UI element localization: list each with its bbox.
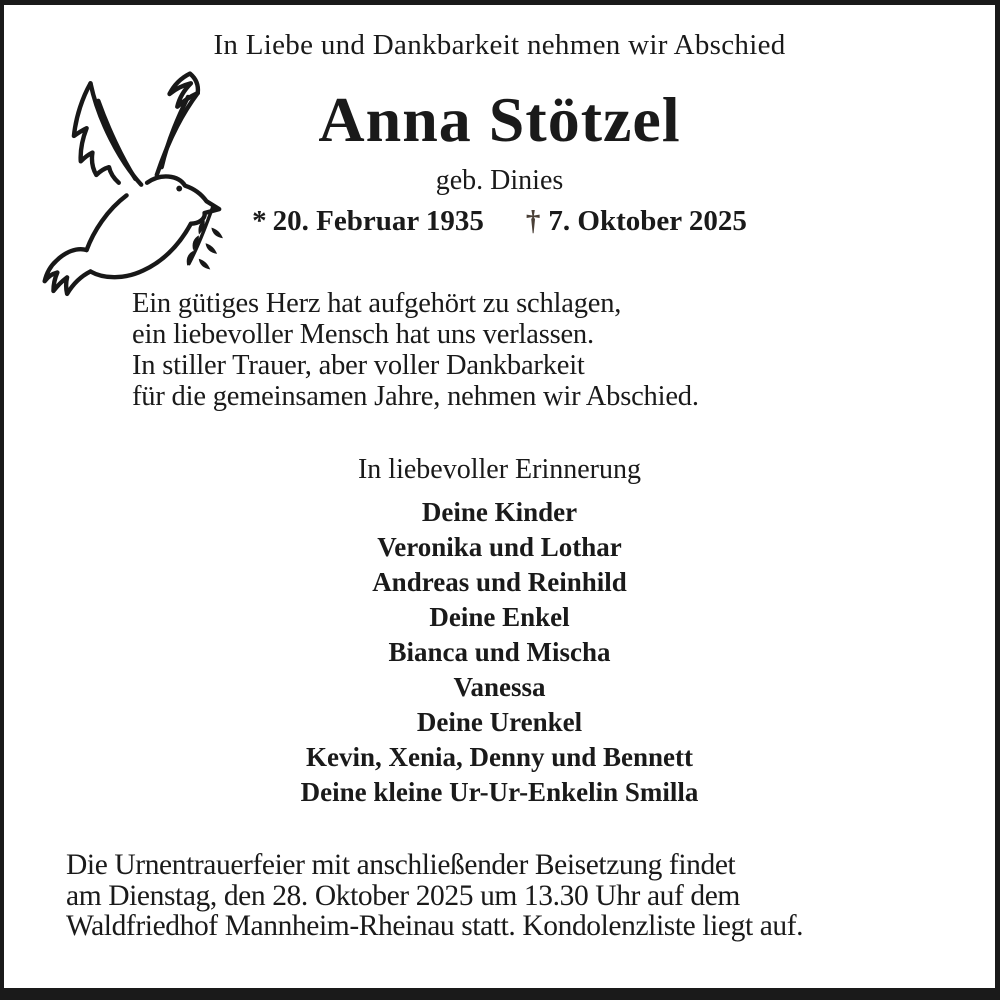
funeral-line: Die Urnentrauerfeier mit anschließender Beisetzung findet <box>66 849 736 882</box>
birth-symbol: * <box>252 205 267 238</box>
intro-line: In Liebe und Dankbarkeit nehmen wir Abschied <box>213 29 786 61</box>
birth-date: 20. Februar 1935 <box>272 205 484 238</box>
poem-line: In stiller Trauer, aber voller Dankbarkeit <box>132 350 585 382</box>
mourner-line: Deine Kinder <box>421 497 578 528</box>
death-cross-symbol: † <box>525 205 541 238</box>
poem-line: Ein gütiges Herz hat aufgehört zu schlagen, <box>132 288 622 320</box>
poem-line: für die gemeinsamen Jahre, nehmen wir Abschied. <box>132 381 699 413</box>
mourner-line: Kevin, Xenia, Denny und Bennett <box>305 742 694 773</box>
mourners-list <box>4 495 995 810</box>
funeral-line: am Dienstag, den 28. Oktober 2025 um 13.30 Uhr auf dem <box>66 879 740 912</box>
funeral-line: Waldfriedhof Mannheim-Rheinau statt. Kondolenzliste liegt auf. <box>66 910 804 943</box>
poem-line: ein liebevoller Mensch hat uns verlassen. <box>132 319 594 351</box>
mourner-line: Deine Urenkel <box>416 707 583 738</box>
dove-eye <box>176 186 182 192</box>
maiden-name: geb. Dinies <box>435 165 564 197</box>
remembrance-line: In liebevoller Erinnerung <box>357 454 641 486</box>
mourner-line: Deine Enkel <box>429 602 570 633</box>
mourner-line: Vanessa <box>453 672 546 703</box>
mourner-line: Deine kleine Ur-Ur-Enkelin Smilla <box>300 777 699 808</box>
mourner-line: Veronika und Lothar <box>377 532 622 563</box>
death-date: 7. Oktober 2025 <box>548 205 747 238</box>
funeral-info <box>66 850 940 942</box>
deceased-name: Anna Stötzel <box>318 84 681 155</box>
dove-olive-branch-icon <box>32 65 227 320</box>
memorial-poem <box>132 288 995 412</box>
mourner-line: Andreas und Reinhild <box>372 567 627 598</box>
mourner-line: Bianca und Mischa <box>388 637 611 668</box>
